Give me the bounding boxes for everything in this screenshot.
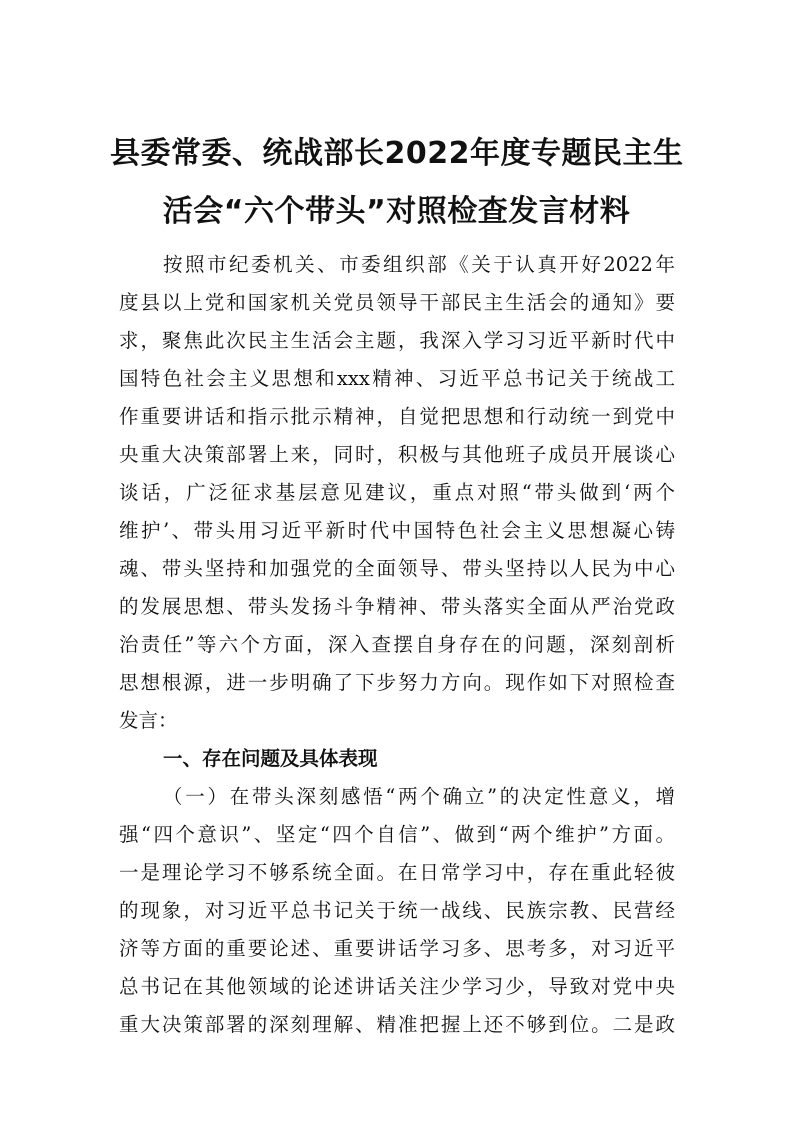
intro-line: 发言： [119,709,178,732]
section-line: 总书记在其他领域的论述讲话关注少学习少，导致对党中央 [119,975,675,998]
section-line: 强“四个意识”、坚定“四个自信”、做到“两个维护”方面。 [119,823,675,846]
section-heading: 一、存在问题及具体表现 [163,747,378,770]
intro-line: 作重要讲话和指示批示精神，自觉把思想和行动统一到党中 [119,405,675,428]
intro-line: 国特色社会主义思想和xxx精神、习近平总书记关于统战工 [119,367,675,390]
document-title-line-2: 活会“六个带头”对照检查发言材料 [162,194,631,229]
intro-line: 央重大决策部署上来，同时，积极与其他班子成员开展谈心 [119,443,675,466]
section-line: 的现象，对习近平总书记关于统一战线、民族宗教、民营经 [119,899,675,922]
document-title-line-1: 县委常委、统战部长2022年度专题民主生 [110,136,684,171]
section-line: 重大决策部署的深刻理解、精准把握上还不够到位。二是政 [119,1013,675,1036]
intro-line: 的发展思想、带头发扬斗争精神、带头落实全面从严治党政 [119,595,675,618]
intro-line: 谈话，广泛征求基层意见建议，重点对照“带头做到‘两个 [119,481,675,504]
intro-line: 治责任”等六个方面，深入查摆自身存在的问题，深刻剖析 [119,633,675,656]
intro-line: 思想根源，进一步明确了下步努力方向。现作如下对照检查 [119,671,675,694]
section-line: （一）在带头深刻感悟“两个确立”的决定性意义，增 [163,785,675,808]
intro-line: 度县以上党和国家机关党员领导干部民主生活会的通知》要 [119,291,675,314]
intro-line: 魂、带头坚持和加强党的全面领导、带头坚持以人民为中心 [119,557,675,580]
section-line: 一是理论学习不够系统全面。在日常学习中，存在重此轻彼 [119,861,675,884]
intro-line: 按照市纪委机关、市委组织部《关于认真开好2022年 [163,253,675,276]
intro-line: 求，聚焦此次民主生活会主题，我深入学习习近平新时代中 [119,329,675,352]
intro-line: 维护’、带头用习近平新时代中国特色社会主义思想凝心铸 [119,519,675,542]
section-line: 济等方面的重要论述、重要讲话学习多、思考多，对习近平 [119,937,675,960]
